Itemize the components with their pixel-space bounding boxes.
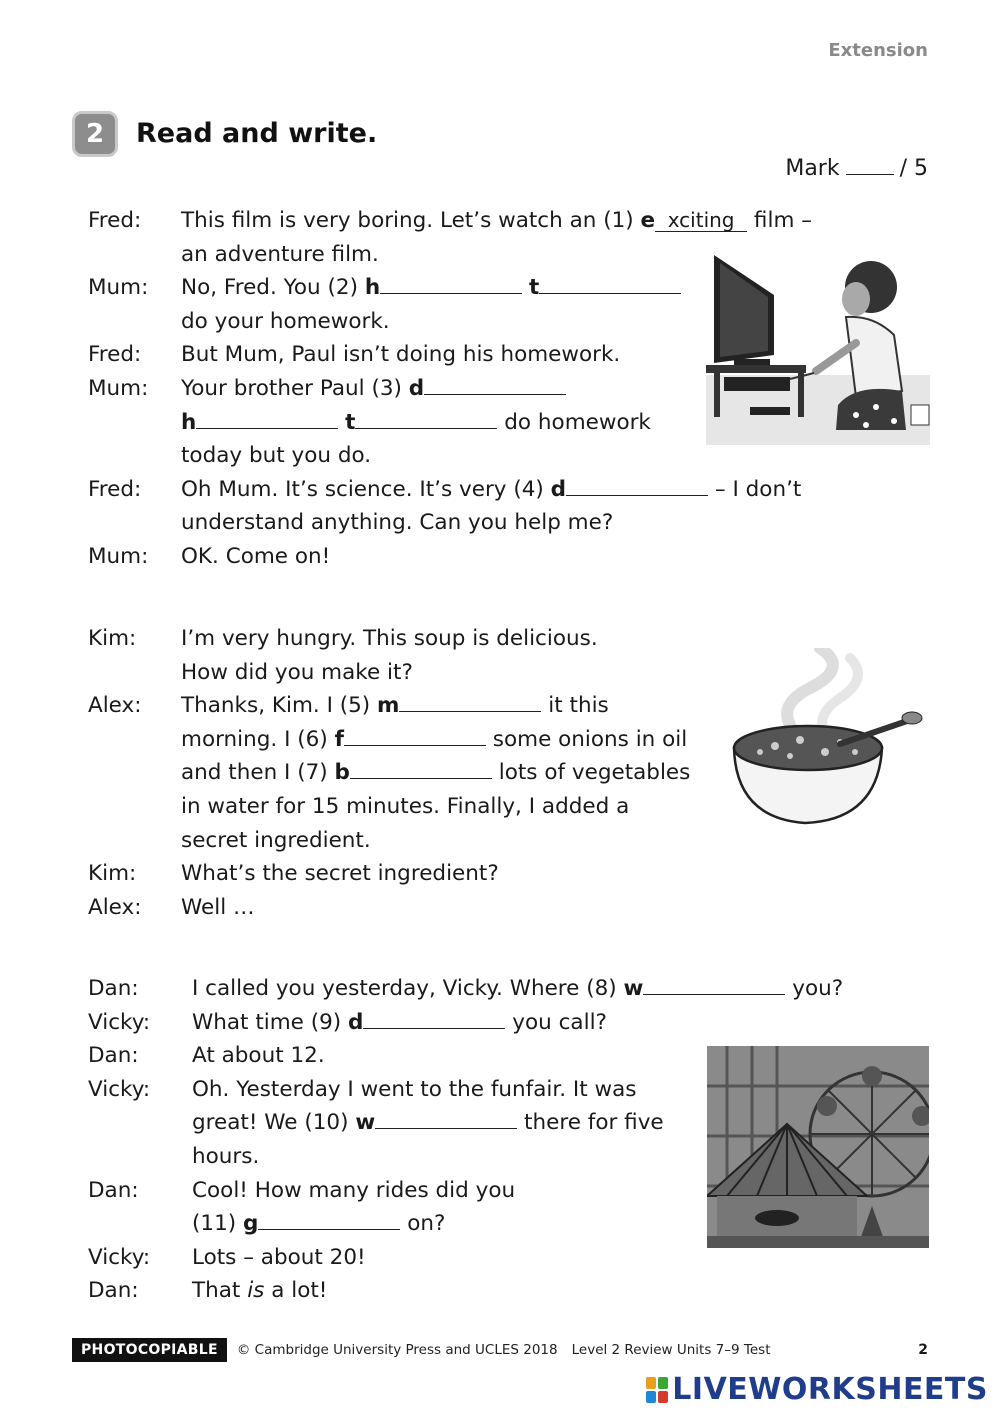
- speaker: Mum:: [88, 375, 149, 401]
- text: That: [192, 1278, 248, 1304]
- text: Oh Mum. It’s science. It’s very (4): [181, 476, 551, 502]
- exercise-number-badge: 2: [72, 111, 118, 157]
- text: understand anything. Can you help me?: [181, 510, 614, 536]
- answer-3c-input[interactable]: [355, 406, 497, 429]
- hint-letter: b: [334, 760, 350, 786]
- text: great! We (10): [192, 1110, 356, 1136]
- hint-letter: t: [345, 409, 356, 435]
- answer-5-input[interactable]: [399, 689, 541, 712]
- answer-10-input[interactable]: [375, 1106, 517, 1129]
- speaker: Alex:: [88, 693, 142, 719]
- text: film –: [747, 208, 812, 233]
- answer-9-input[interactable]: [363, 1006, 505, 1029]
- hint-letter: d: [550, 476, 567, 502]
- answer-1-example: xciting: [655, 209, 747, 232]
- mark-total: / 5: [899, 156, 928, 181]
- dialogue-line: [88, 622, 728, 689]
- logo-square: [658, 1391, 668, 1403]
- text: some onions in oil: [485, 726, 688, 752]
- text: you call?: [505, 1009, 607, 1035]
- speaker: Dan:: [88, 1043, 139, 1069]
- photocopiable-badge: PHOTOCOPIABLE: [72, 1338, 227, 1362]
- line-text: [181, 473, 828, 540]
- speaker: Dan:: [88, 1278, 139, 1304]
- text: I called you yesterday, Vicky. Where (8): [192, 976, 624, 1001]
- dialogue-line: [88, 972, 888, 1006]
- text: How did you make it?: [181, 659, 413, 685]
- hint-letter: g: [242, 1211, 259, 1237]
- speaker: Mum:: [88, 275, 149, 301]
- answer-4-input[interactable]: [566, 473, 708, 496]
- dialogue-line: [88, 1006, 888, 1040]
- answer-11-input[interactable]: [258, 1207, 400, 1230]
- answer-6-input[interactable]: [344, 723, 486, 746]
- text: At about 12.: [192, 1043, 325, 1069]
- speaker: Fred:: [88, 476, 142, 502]
- section-label: Extension: [828, 40, 928, 61]
- hint-letter: e: [640, 208, 656, 233]
- hint-letter: w: [623, 976, 644, 1001]
- soup-bowl-illustration: [730, 648, 925, 828]
- test-name: Level 2 Review Units 7–9 Test: [571, 1342, 771, 1358]
- line-text: [192, 972, 888, 1006]
- dialogue-line: [88, 689, 728, 857]
- mark-box: [785, 154, 928, 181]
- line-text: [181, 622, 728, 689]
- text: hours.: [192, 1143, 260, 1169]
- mark-input[interactable]: [846, 154, 894, 175]
- text: Oh. Yesterday I went to the funfair. It was: [192, 1076, 637, 1102]
- speaker: Vicky:: [88, 1076, 151, 1102]
- line-text: [192, 1274, 888, 1308]
- speaker: Mum:: [88, 543, 149, 569]
- logo-square: [646, 1391, 656, 1403]
- hint-letter: d: [348, 1009, 364, 1035]
- text: Your brother Paul (3): [181, 375, 409, 401]
- speaker: Vicky:: [88, 1244, 151, 1270]
- hint-letter: f: [334, 726, 344, 752]
- brand-name: LIVEWORKSHEETS: [672, 1372, 988, 1407]
- copyright: © Cambridge University Press and UCLES 2018: [236, 1342, 558, 1358]
- speaker: Dan:: [88, 976, 139, 1001]
- text: But Mum, Paul isn’t doing his homework.: [181, 342, 621, 368]
- text: and then I (7): [181, 760, 335, 786]
- dialogue-2: [88, 622, 728, 924]
- line-text: [181, 540, 828, 574]
- text: Thanks, Kim. I (5): [181, 693, 378, 719]
- text: Lots – about 20!: [192, 1244, 366, 1270]
- emphasis: is: [247, 1278, 265, 1304]
- text: do your homework.: [181, 308, 390, 334]
- answer-7-input[interactable]: [350, 756, 492, 779]
- hint-letter: d: [408, 375, 425, 401]
- text: What time (9): [192, 1009, 349, 1035]
- speaker: Fred:: [88, 342, 142, 368]
- text: Well …: [181, 894, 255, 920]
- dialogue-line: [88, 857, 728, 891]
- text: you?: [785, 976, 844, 1001]
- exercise-title: Read and write.: [136, 118, 378, 149]
- text: it this: [541, 693, 609, 719]
- text: I’m very hungry. This soup is delicious.: [181, 626, 598, 651]
- answer-3a-input[interactable]: [424, 372, 566, 395]
- line-text: [181, 689, 728, 857]
- mark-label: Mark: [785, 156, 840, 181]
- speaker: Kim:: [88, 626, 137, 651]
- dialogue-line: [88, 891, 728, 925]
- text: a lot!: [264, 1278, 328, 1304]
- dialogue-line: [88, 1274, 888, 1308]
- text: This film is very boring. Let’s watch an (1): [181, 208, 641, 233]
- speaker: Alex:: [88, 894, 142, 920]
- text: What’s the secret ingredient?: [181, 861, 499, 887]
- girl-watching-tv-illustration: [706, 255, 930, 445]
- text: do homework: [497, 409, 651, 435]
- answer-2b-input[interactable]: [539, 271, 681, 294]
- speaker: Vicky:: [88, 1009, 151, 1035]
- dialogue-line: [88, 540, 828, 574]
- text: morning. I (6): [181, 726, 335, 752]
- logo-square: [646, 1377, 656, 1389]
- liveworksheets-brand[interactable]: [646, 1372, 988, 1407]
- line-text: [181, 857, 728, 891]
- footer: [72, 1338, 770, 1362]
- answer-2a-input[interactable]: [380, 271, 522, 294]
- hint-letter: h: [181, 409, 197, 435]
- text: No, Fred. You (2): [181, 275, 365, 301]
- text: lots of vegetables: [491, 760, 691, 786]
- text: – I don’t: [708, 476, 802, 502]
- logo-square: [658, 1377, 668, 1389]
- text: (11): [192, 1211, 243, 1237]
- funfair-illustration: [707, 1046, 929, 1248]
- hint-letter: w: [355, 1110, 376, 1136]
- text: today but you do.: [181, 443, 372, 469]
- text: secret ingredient.: [181, 827, 371, 853]
- text: Cool! How many rides did you: [192, 1177, 516, 1203]
- speaker: Fred:: [88, 208, 142, 233]
- text: on?: [400, 1211, 446, 1237]
- line-text: [181, 891, 728, 925]
- speaker: Kim:: [88, 861, 137, 887]
- text: OK. Come on!: [181, 543, 331, 569]
- text: in water for 15 minutes. Finally, I added a: [181, 793, 630, 819]
- line-text: [192, 1006, 888, 1040]
- answer-3b-input[interactable]: [196, 406, 338, 429]
- answer-8-input[interactable]: [643, 972, 785, 995]
- text: there for five: [517, 1110, 664, 1136]
- hint-letter: h: [364, 275, 381, 301]
- page-number: 2: [918, 1342, 928, 1358]
- text: an adventure film.: [181, 241, 379, 267]
- liveworksheets-logo-icon: [646, 1377, 668, 1403]
- hint-letter: t: [528, 275, 540, 301]
- hint-letter: m: [377, 693, 400, 719]
- dialogue-line: [88, 473, 828, 540]
- speaker: Dan:: [88, 1177, 139, 1203]
